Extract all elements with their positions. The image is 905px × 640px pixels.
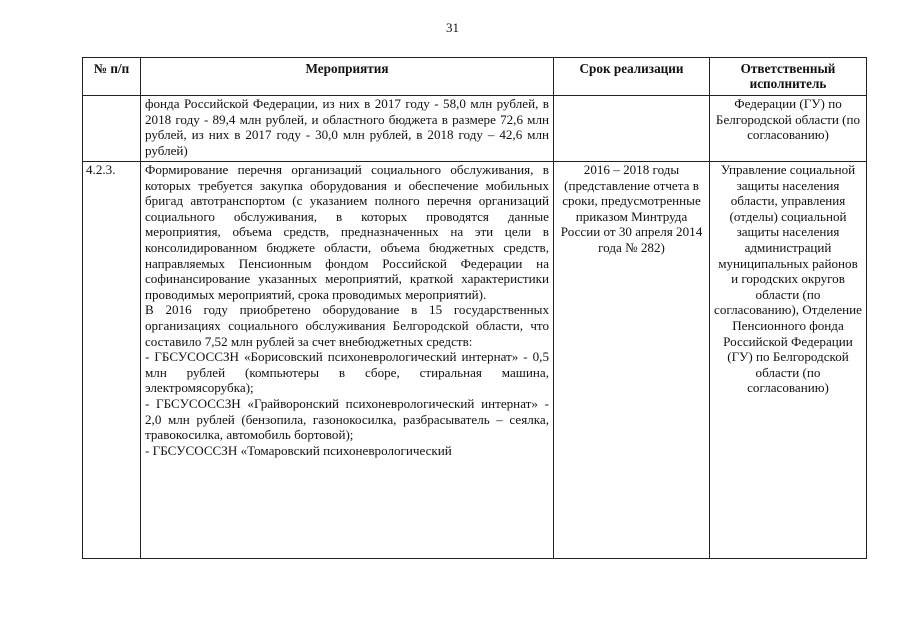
- header-num: № п/п: [83, 58, 141, 96]
- row-period: [554, 96, 710, 162]
- measures-table: [82, 57, 867, 559]
- row-measures: [141, 162, 554, 559]
- row-responsible: Федерации (ГУ) по Белгородской области (по согласованию): [710, 96, 867, 162]
- row-num: [83, 96, 141, 162]
- header-period: Срок реализации: [554, 58, 710, 96]
- header-measures: Мероприятия: [141, 58, 554, 96]
- table-header-row: [83, 58, 867, 96]
- table-row: [83, 162, 867, 559]
- measures-text: фонда Российской Федерации, из них в 2017 году - 58,0 млн рублей, в 2018 году - 89,4 млн рублей, и областного бюджета в размере 72,6 млн рублей, из них в 2017 году - 30,0 млн рублей, в 2018 году – 42,6 млн рублей): [145, 96, 549, 158]
- measures-paragraph-5: - ГБСУСОССЗН «Томаровский психоневрологический: [145, 442, 452, 458]
- page-number: 31: [446, 20, 459, 35]
- measures-paragraph-3: - ГБСУСОССЗН «Борисовский психоневрологический интернат» - 0,5 млн рублей (компьютеры в сборе, стиральная машина, электромясорубка);: [145, 349, 549, 396]
- row-responsible: Управление социальной защиты населения области, управления (отделы) социальной защиты населения администраций муниципальных районов и городских округов области (по согласованию), Отделение Пенсионного фонда Российской Федерации (ГУ) по Белгородской области (по согласованию): [710, 162, 867, 559]
- row-num: 4.2.3.: [83, 162, 141, 559]
- header-responsible: Ответственный исполнитель: [710, 58, 867, 96]
- table-row: [83, 96, 867, 162]
- row-period: 2016 – 2018 годы (представление отчета в сроки, предусмотренные приказом Минтруда России от 30 апреля 2014 года № 282): [554, 162, 710, 559]
- measures-paragraph-2: В 2016 году приобретено оборудование в 15 государственных организациях социального обслуживания Белгородской области, что составило 7,52 млн рублей за счет внебюджетных средств:: [145, 302, 549, 349]
- measures-paragraph-4: - ГБСУСОССЗН «Грайворонский психоневрологический интернат» - 2,0 млн рублей (бензопила, газонокосилка, разбрасыватель – сеялка, травокосилка, автомобиль бортовой);: [145, 395, 549, 443]
- row-measures: [141, 96, 554, 162]
- measures-paragraph-1: Формирование перечня организаций социального обслуживания, в которых требуется закупка оборудования и обеспечение мобильных бригад автотранспортом (с указанием полного перечня организаций социального обслуживания, в которых проводятся данные мероприятия, объема средств, предназначенных на эти цели в консолидированном бюджете области, объема бюджетных средств, направляемых Пенсионным фондом Российской Федерации на софинансирование указанных мероприятий, краткой характеристики проводимых мероприятий, срока проводимых мероприятий).: [145, 162, 549, 302]
